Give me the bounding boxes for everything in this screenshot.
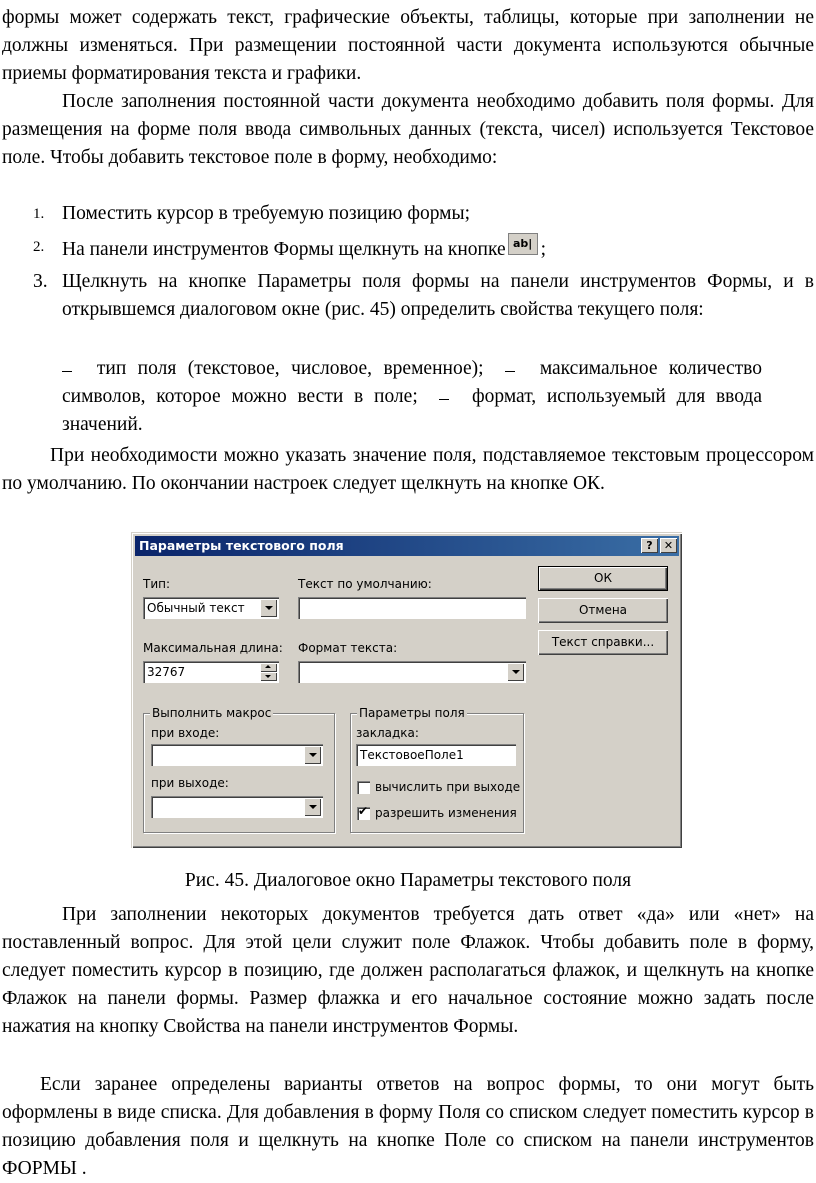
dialog-title: Параметры текстового поля [139, 538, 344, 553]
paragraph-5-text: Если заранее определены варианты ответов на вопрос формы, то они могут быть оформлены в виде списка. Для добавления в форму Поля со списком следует поместить курсор в позицию добавления поля и щелкнуть на кнопке Поле со списком на панели инструментов ФОРМЫ . [2, 1074, 814, 1179]
text-field-options-dialog [131, 532, 682, 848]
text-format-label: Формат текста: [298, 641, 398, 655]
macro-group [143, 706, 335, 833]
paragraph-4 [2, 901, 814, 1041]
allow-changes-label: разрешить изменения [375, 806, 517, 820]
default-text-input[interactable] [298, 597, 526, 619]
text-format-select[interactable] [298, 661, 526, 683]
chevron-down-icon[interactable] [507, 663, 524, 681]
max-length-label: Максимальная длина: [143, 641, 283, 655]
macro-group-title: Выполнить макрос [152, 706, 272, 720]
close-icon[interactable]: ✕ [660, 538, 677, 553]
spinner-buttons[interactable] [260, 663, 277, 681]
dialog-titlebar [135, 536, 679, 556]
field-options-group-title: Параметры поля [359, 706, 465, 720]
chevron-down-icon[interactable] [260, 599, 277, 617]
bullet-2: максимальное количество символов, которое можно вести в поле; [62, 358, 763, 407]
list-item-end: ; [540, 239, 547, 260]
figure-caption: Рис. 45. Диалоговое окно Параметры текстового поля [184, 870, 632, 891]
on-exit-label: при выходе: [151, 776, 229, 790]
help-icon[interactable]: ? [641, 538, 658, 553]
on-exit-select[interactable] [151, 796, 323, 818]
paragraph-3 [2, 442, 814, 498]
bookmark-label: закладка: [356, 726, 419, 740]
type-label: Тип: [143, 577, 171, 591]
list-item-3-number [33, 268, 61, 296]
chevron-down-icon[interactable] [304, 746, 321, 764]
default-text-label: Текст по умолчанию: [298, 577, 432, 591]
dash-icon [439, 399, 449, 400]
ok-button[interactable]: ОК [538, 566, 668, 591]
type-select[interactable] [143, 597, 279, 619]
paragraph-3-text: При необходимости можно указать значение поля, подставляемое текстовым процессором по умолчанию. По окончании настроек следует щелкнуть на кнопке ОК. [2, 445, 814, 494]
cancel-button[interactable]: Отмена [538, 598, 668, 623]
chevron-down-icon[interactable] [304, 798, 321, 816]
list-item-text: На панели инструментов Формы щелкнуть на кнопке [62, 239, 506, 260]
paragraph-2 [2, 88, 814, 172]
list-number: 1. [33, 206, 45, 222]
list-number: 2. [33, 239, 45, 255]
on-enter-select[interactable] [151, 744, 323, 766]
dash-icon [505, 371, 515, 372]
paragraph-5 [2, 1071, 814, 1183]
bullet-1: тип поля (текстовое, числовое, временное); [96, 358, 484, 379]
bullet-block [62, 355, 762, 439]
calc-on-exit-label: вычислить при выходе [375, 780, 521, 794]
list-number: 3. [33, 271, 48, 292]
calc-on-exit-checkbox[interactable] [357, 781, 370, 794]
max-length-value: 32767 [147, 665, 186, 679]
list-item-text: Поместить курсор в требуемую позицию формы; [62, 203, 471, 224]
allow-changes-checkbox[interactable] [357, 807, 370, 820]
list-item-3 [62, 268, 814, 324]
spinner-up-icon[interactable] [260, 663, 277, 672]
spinner-down-icon[interactable] [260, 672, 277, 681]
dash-icon [62, 371, 72, 372]
bullet-3: формат, используемый для ввода значений. [62, 386, 763, 435]
on-enter-label: при входе: [151, 726, 220, 740]
help-text-button[interactable]: Текст справки... [538, 630, 668, 655]
list-item-text: Щелкнуть на кнопке Параметры поля формы на панели инструментов Формы, и в открывшемся диалоговом окне (рис. 45) определить свойства текущего поля: [62, 271, 814, 320]
paragraph-1 [2, 4, 814, 88]
paragraph-1-text: формы может содержать текст, графические объекты, таблицы, которые при заполнении не должны изменяться. При размещении постоянной части документа используются обычные приемы форматирования текста и графики. [2, 7, 814, 84]
max-length-spinner[interactable] [143, 661, 279, 683]
paragraph-4-text: При заполнении некоторых документов требуется дать ответ «да» или «нет» на поставленный вопрос. Для этой цели служит поле Флажок. Чтобы добавить поле в форму, следует поместить курсор в позицию, где должен располагаться флажок, и щелкнуть на кнопке Флажок на панели формы. Размер флажка и его начальное состояние можно задать после нажатия на кнопку Свойства на панели инструментов Формы. [2, 904, 814, 1037]
type-select-value: Обычный текст [147, 601, 245, 615]
text-field-tool-icon: ab| [508, 233, 538, 255]
field-options-group [350, 706, 524, 833]
bookmark-input[interactable]: ТекстовоеПоле1 [356, 744, 516, 766]
paragraph-2-text: После заполнения постоянной части документа необходимо добавить поля формы. Для размещения на форме поля ввода символьных данных (текста, чисел) используется Текстовое поле. Чтобы добавить текстовое поле в форму, необходимо: [2, 91, 814, 168]
